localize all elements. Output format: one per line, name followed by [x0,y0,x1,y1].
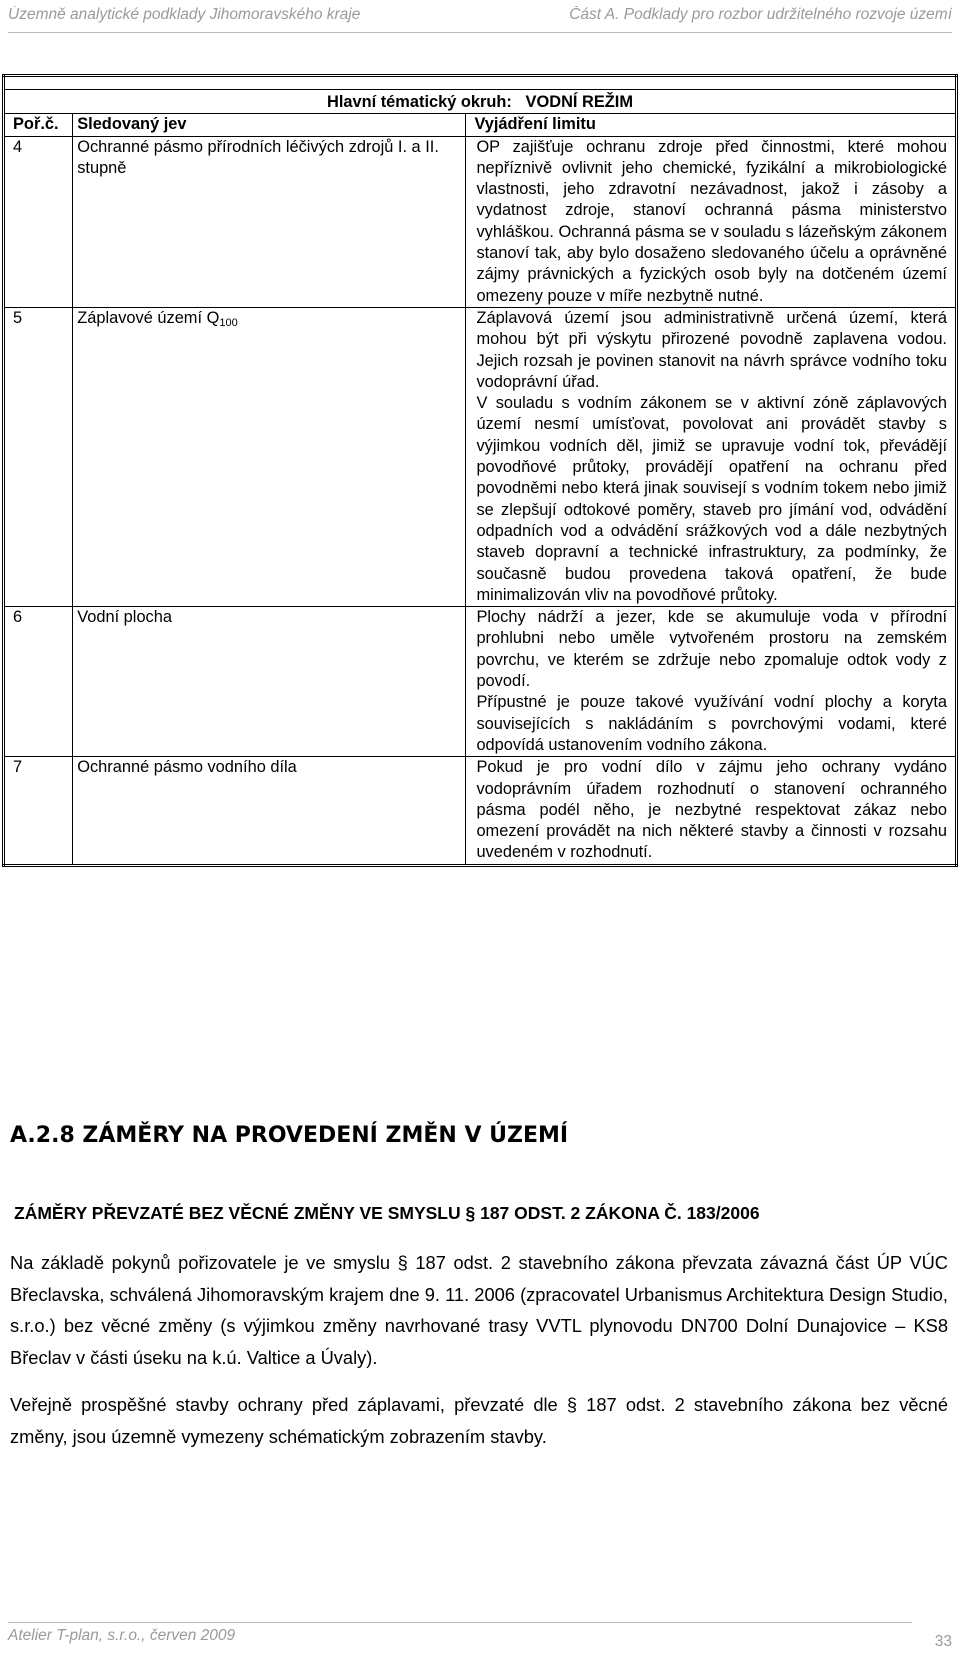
limit-paragraph: Plochy nádrží a jezer, kde se akumuluje voda v přírodní prohlubni nebo uměle vytvořeném prostoru na zemském povrchu, ve kterém se zdržuje nebo zpomaluje odtok vody z povodí. [476,608,947,691]
limit-paragraph: V souladu s vodním zákonem se v aktivní zóně záplavových území nesmí umísťovat, povolovat ani provádět stavby s výjimkou vodních děl, jimiž se upravuje vodní tok, převádějí povodňové průtoky, provádějí opatření na ochranu před povodněmi nebo která jinak souvisejí s vodním tokem nebo jimiž se zlepšují odtokové poměry, staveb pro jímání vod, odvádění odpadních vod a odvádění srážkových vod a dále nezbytných staveb dopravní a technické infrastruktury, za podmínky, že současně budou provedena taková opatření, že bude minimalizován vliv na povodňové průtoky. [476,394,947,604]
page-header [8,6,952,30]
row-number: 6 [4,607,73,757]
limit-paragraph: OP zajišťuje ochranu zdroje před činnostmi, které mohou nepříznivě ovlivnit jeho chemické, fyzikální a mikrobiologické vlastnosti, jeho zdravotní nezávadnost, jakož i zásoby a vydatnost zdroje, stanoví ochranná pásma ministerstvo vyhláškou. Ochranná pásma se v souladu s lázeňským zákonem stanoví tak, aby bylo dosaženo sledovaného účelu a oprávněné zájmy právnických a fyzických osob byly na dotčeném území omezeny pouze v míře nezbytně nutné. [476,137,947,305]
header-divider [8,32,952,33]
header-right: Část A. Podklady pro rozbor udržitelného rozvoje území [569,6,952,23]
column-header-jev: Sledovaný jev [73,114,466,136]
row-limit [466,607,957,757]
table-row [4,607,957,757]
row-jev [73,307,466,606]
table-row [4,307,957,606]
section-subtitle: ZÁMĚRY PŘEVZATÉ BEZ VĚCNÉ ZMĚNY VE SMYSLU § 187 ODST. 2 ZÁKONA Č. 183/2006 [14,1203,760,1223]
row-jev: Ochranné pásmo vodního díla [73,757,466,865]
page-number: 33 [934,1633,952,1650]
table-spacer [4,76,957,90]
table-header-row [4,114,957,136]
row-jev: Vodní plocha [73,607,466,757]
row-limit [466,307,957,606]
limit-paragraph: Pokud je pro vodní dílo v zájmu jeho ochrany vydáno vodoprávním úřadem rozhodnutí o stanovení ochranného pásma podél něho, je nezbytné respektovat zákaz nebo omezení provádět na nich některé stavby a činnosti v rozsahu uvedeném v rozhodnutí. [476,758,947,862]
table-row [4,136,957,307]
body-paragraph: Veřejně prospěšné stavby ochrany před záplavami, převzaté dle § 187 odst. 2 stavebního zákona bez věcné změny, jsou územně vymezeny schématickým zobrazením stavby. [10,1394,948,1447]
section-title: A.2.8 ZÁMĚRY NA PROVEDENÍ ZMĚN V ÚZEMÍ [10,1123,569,1148]
row-jev-subscript: 100 [219,316,238,329]
footer-divider [8,1622,912,1623]
row-number: 4 [4,136,73,307]
limit-paragraph: Záplavová území jsou administrativně určená území, která mohou být při výskytu přirozené povodně zaplavena vodou. Jejich rozsah je povinen stanovit na návrh správce vodního toku vodoprávní úřad. [476,308,947,391]
row-limit [466,136,957,307]
footer-left: Atelier T-plan, s.r.o., červen 2009 [8,1627,236,1644]
table-row [4,757,957,865]
row-jev-text: Záplavové území Q [77,308,220,327]
column-header-number: Poř.č. [4,114,73,136]
row-jev: Ochranné pásmo přírodních léčivých zdrojů I. a II. stupně [73,136,466,307]
row-limit [466,757,957,865]
row-number: 7 [4,757,73,865]
column-header-limit: Vyjádření limitu [466,114,957,136]
row-number: 5 [4,307,73,606]
table-title: Hlavní tématický okruh: VODNÍ REŽIM [4,90,957,114]
body-paragraph: Na základě pokynů pořizovatele je ve smyslu § 187 odst. 2 stavebního zákona převzata závazná část ÚP VÚC Břeclavska, schválená Jihomoravským krajem dne 9. 11. 2006 (zpracovatel Urbanismus Architektura Design Studio, s.r.o.) bez věcné změny (s výjimkou změny navrhované trasy VVTL plynovodu DN700 Dolní Dunajovice – KS8 Břeclav v části úseku na k.ú. Valtice a Úvaly). [10,1252,948,1368]
header-left: Územně analytické podklady Jihomoravského kraje [8,6,361,23]
limits-table [2,74,958,867]
limit-paragraph: Přípustné je pouze takové využívání vodní plochy a koryta souvisejících s nakládáním s povrchovými vodami, které odpovídá ustanovením vodního zákona. [476,693,947,754]
